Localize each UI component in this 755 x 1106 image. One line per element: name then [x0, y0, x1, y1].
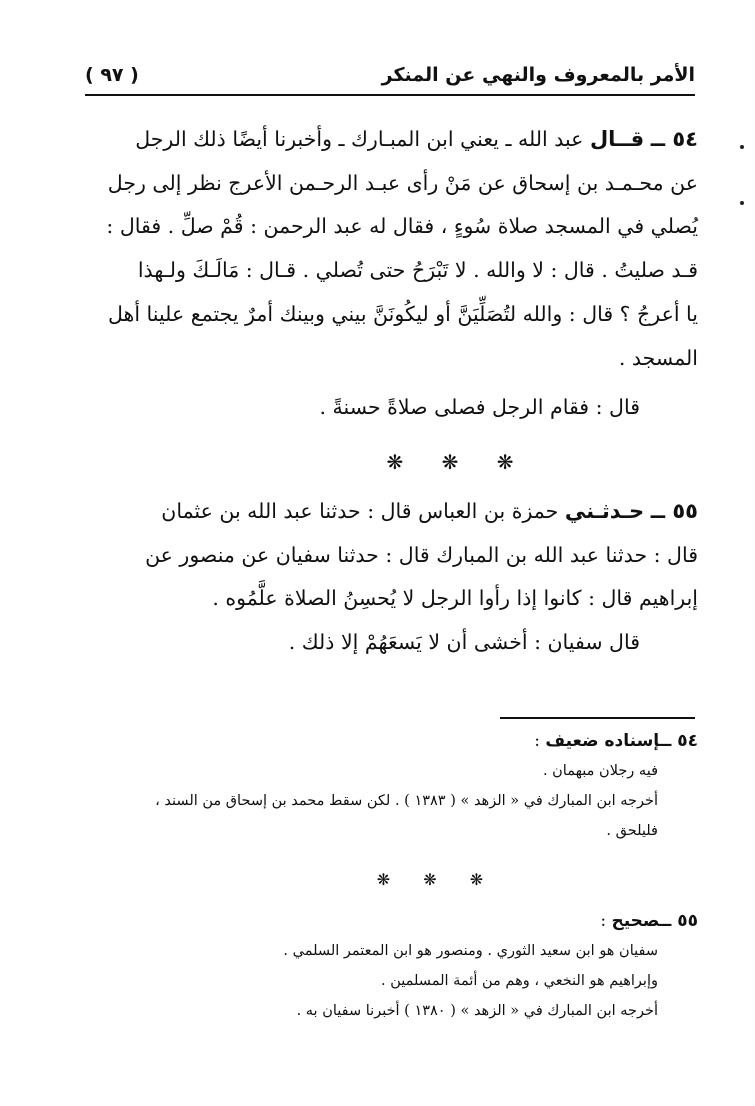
note-54-title: إسناده ضعيف: [545, 731, 660, 751]
hadith-54-lead: قــال: [589, 127, 645, 151]
note-55-colon: :: [600, 911, 607, 931]
hadith-54-line: عن محـمـد بن إسحاق عن مَنْ رأى عبـد الرحـمن الأعرج نظر إلى رجل: [107, 170, 698, 195]
note-55-title: صحيح: [611, 911, 660, 931]
star-ornament: ❋: [376, 870, 391, 889]
hadith-55-number: ٥٥ ــ: [650, 498, 698, 523]
note-54-line: فيه رجلان مبهمان .: [542, 763, 658, 779]
star-ornament: ❋: [386, 449, 404, 474]
main-text: [82, 118, 698, 665]
hadith-55-line: قال : حدثنا عبد الله بن المبارك قال : حدثنا سفيان عن منصور عن: [145, 542, 698, 567]
hadith-54-paragraph: [82, 118, 698, 380]
running-header: [85, 60, 695, 96]
hadith-55-line: حمزة بن العباس قال : حدثنا عبد الله بن عثمان: [161, 498, 559, 523]
note-55-line: سفيان هو ابن سعيد الثوري . ومنصور هو ابن المعتمر السلمي .: [283, 943, 658, 959]
hadith-55-closing: قال سفيان : أخشى أن لا يَسعَهُمْ إلا ذلك .: [288, 630, 640, 655]
hadith-54-line: عبد الله ـ يعني ابن المبـارك ـ وأخبرنا أيضًا ذلك الرجل: [135, 127, 584, 151]
header-title: الأمر بالمعروف والنهي عن المنكر: [381, 64, 695, 86]
hadith-54-line: المسجد .: [618, 345, 698, 370]
star-ornament: ❋: [423, 870, 437, 889]
note-55-heading: [82, 906, 698, 936]
hadith-54-number: ٥٤ ــ: [650, 127, 698, 151]
note-55-number: ٥٥ ــ: [659, 911, 698, 931]
footnote-rule: [500, 717, 695, 719]
note-54-colon: :: [534, 731, 540, 751]
notes-separator: [82, 860, 698, 900]
hadith-54-closing: قال : فقام الرجل فصلى صلاةً حسنةً .: [319, 395, 640, 420]
note-55-line: أخرجه ابن المبارك في « الزهد » ( ١٣٨٠ ) أخبرنا سفيان به .: [296, 1003, 658, 1019]
hadith-54-line: يا أعرجُ ؟ قال : والله لتُصَلِّيَنَّ أو ليكُونَنَّ بيني وبينك أمرٌ يجتمع علينا أهل: [108, 301, 698, 326]
note-54-number: ٥٤ ــ: [659, 731, 698, 751]
margin-dot: [740, 145, 744, 149]
section-separator: [82, 442, 698, 482]
hadith-55-paragraph: [82, 490, 698, 621]
note-54-line: أخرجه ابن المبارك في « الزهد » ( ١٣٨٣ ) . لكن سقط محمد بن إسحاق من السند ،: [155, 793, 658, 809]
page-number: ( ٩٧ ): [85, 64, 139, 86]
footnotes: [82, 726, 698, 1026]
hadith-54-line: قـد صليتُ . قال : لا والله . لا تَبْرَحُ حتى تُصلي . قـال : مَالَـكَ ولـهذا: [137, 258, 698, 283]
hadith-55-line: إبراهيم قال : كانوا إذا رأوا الرجل لا يُحسِنُ الصلاة علَّمُوه .: [212, 586, 698, 611]
hadith-54-line: يُصلي في المسجد صلاة سُوءٍ ، فقال له عبد الرحمن : قُمْ صلِّ . فقال :: [106, 214, 698, 239]
star-ornament: ❋: [496, 449, 514, 474]
hadith-55-lead: حـدثـني: [564, 498, 645, 523]
star-ornament: ❋: [469, 870, 484, 889]
star-ornament: ❋: [441, 449, 459, 474]
note-54-heading: [82, 726, 698, 756]
note-55-line: وإبراهيم هو النخعي ، وهم من أئمة المسلمين .: [380, 973, 658, 989]
note-54-line: فليلحق .: [606, 823, 658, 839]
margin-dot: [740, 201, 744, 205]
